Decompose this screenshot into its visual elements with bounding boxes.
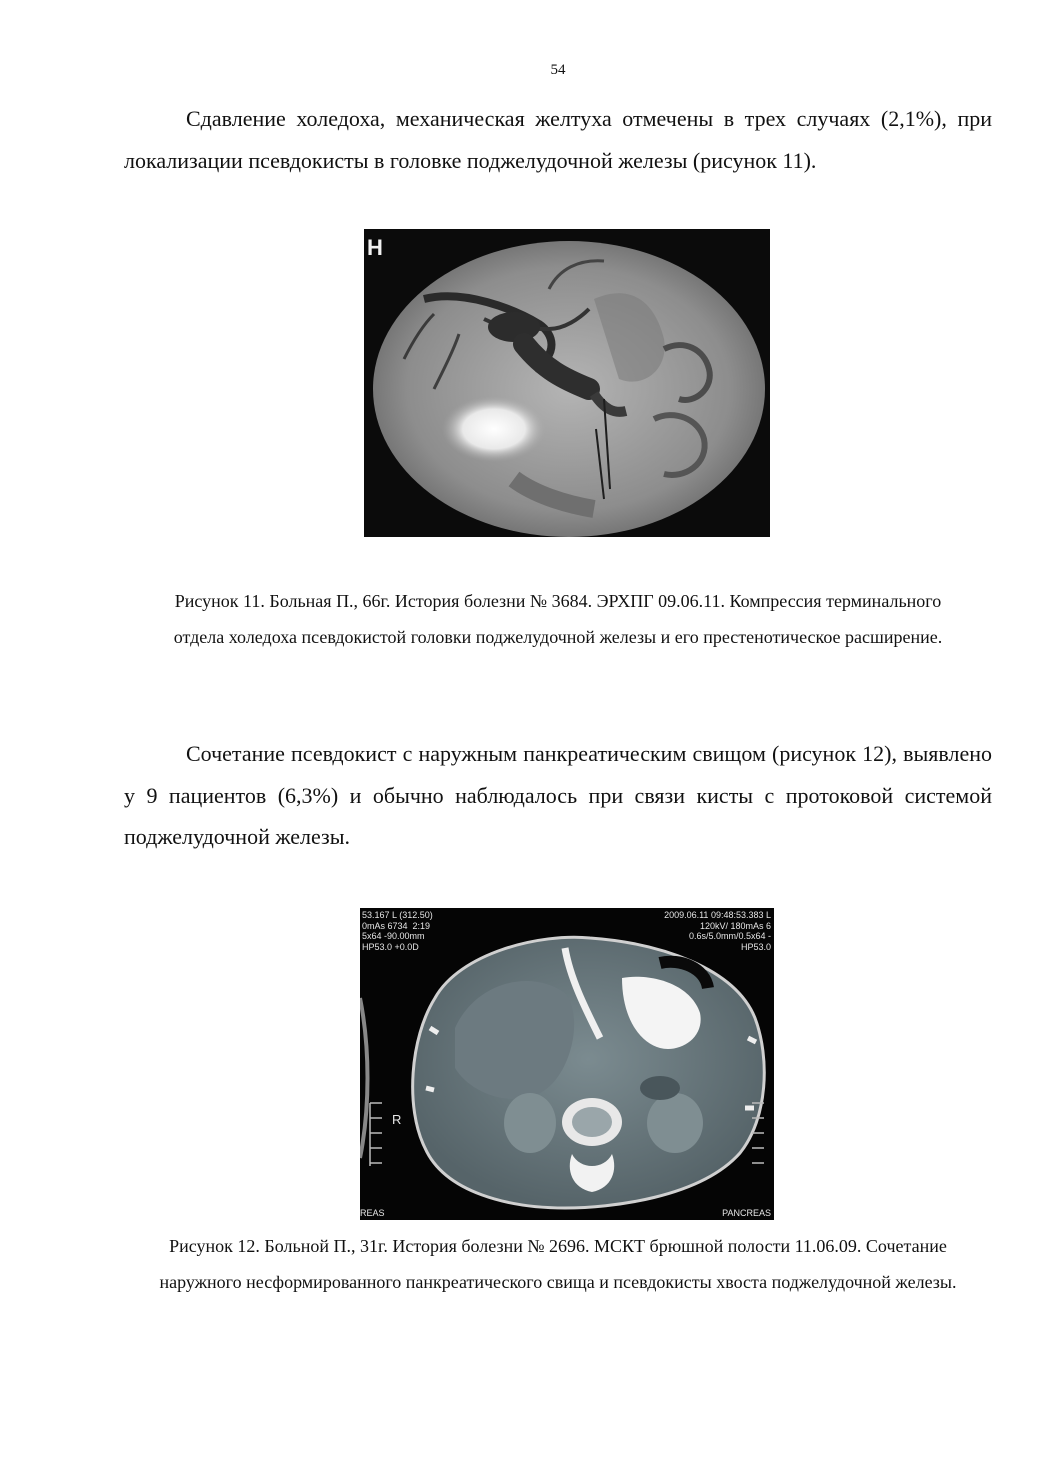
body-paragraph: Сочетание псевдокист с наружным панкреатическим свищом (рисунок 12), выявлено у 9 пациентов (6,3%) и обычно наблюдалось при связи кисты с протоковой системой поджелудочной железы. (124, 741, 992, 849)
ct-scan-illustration (360, 908, 774, 1220)
ct-scan-parameters-left: 53.167 L (312.50) 0mAs 6734 2:19 5x64 -90.00mm HP53.0 +0.0D (362, 910, 433, 952)
ct-scan-parameters-right: 2009.06.11 09:48:53.383 L 120kV/ 180mAs 6 0.6s/5.0mm/0.5x64 - HP53.0 (664, 910, 771, 952)
ercp-xray-illustration (364, 229, 770, 537)
body-paragraph: Сдавление холедоха, механическая желтуха отмечены в трех случаях (2,1%), при локализации псевдокисты в головке поджелудочной железы (рисунок 11). (124, 106, 992, 173)
figure-ercp-image (364, 229, 770, 537)
image-marker-letter: H (367, 235, 383, 260)
page-number: 54 (550, 62, 566, 78)
figure-caption: Рисунок 11. Больная П., 66г. История болезни № 3684. ЭРХПГ 09.06.11. Компрессия терминального отдела холедоха псевдокистой головки поджелудочной железы и его престенотическое расширение. (173, 591, 943, 647)
figure-ct-image (360, 908, 774, 1220)
figure-caption: Рисунок 12. Больной П., 31г. История болезни № 2696. МСКТ брюшной полости 11.06.09. Сочетание наружного несформированного панкреатического свища и псевдокисты хвоста поджелудочной железы. (159, 1236, 957, 1292)
ct-label-left: REAS (360, 1207, 385, 1218)
ct-side-marker: R (392, 1112, 402, 1127)
ct-label-right: PANCREAS (722, 1207, 771, 1218)
